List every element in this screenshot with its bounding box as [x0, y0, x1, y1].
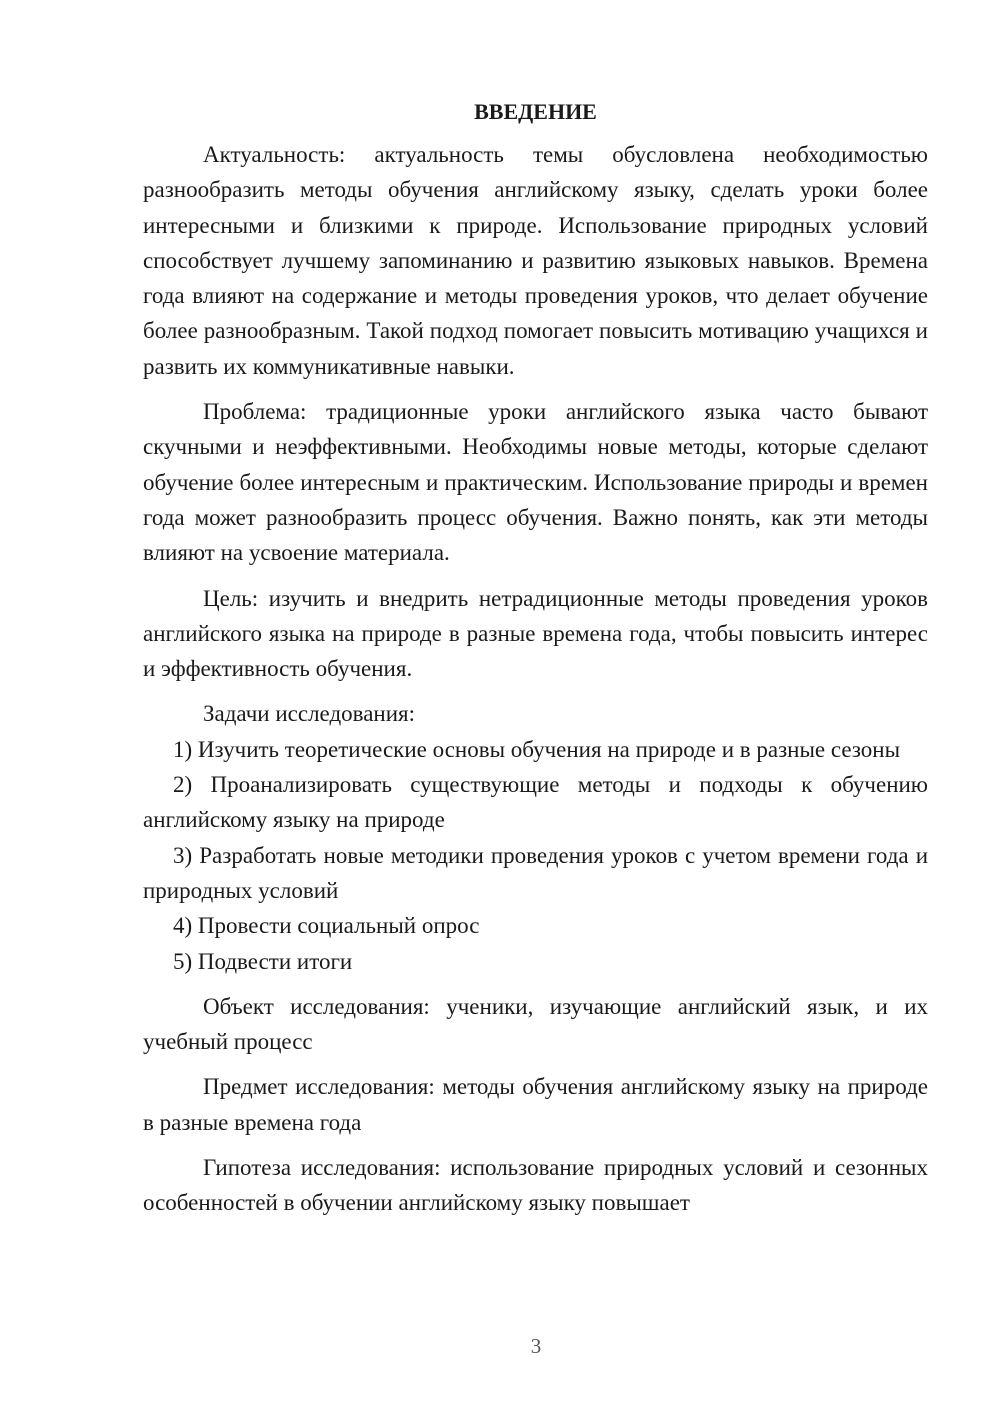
page-number: 3 [530, 1334, 542, 1358]
tasks-heading: Задачи исследования: [203, 701, 416, 727]
paragraph-relevance: Актуальность: актуальность темы обусловлена необходимостью разнообразить методы обучения английскому языку, сделать уроки более интересными и близкими к природе. Использование природных условий способствует лучшему запоминанию и развитию языковых навыков. Времена года влияют на содержание и методы проведения уроков, что делает обучение более разнообразным. Такой подход помогает повысить мотивацию учащихся и развить их коммуникативные навыки. [143, 142, 928, 379]
page-content [143, 94, 928, 1221]
paragraph-subject: Предмет исследования: методы обучения английскому языку на природе в разные времена года [143, 1074, 928, 1135]
task-item: 3) Разработать новые методики проведения уроков с учетом времени года и природных условий [143, 842, 928, 903]
task-item: 4) Провести социальный опрос [173, 913, 480, 939]
task-item: 2) Проанализировать существующие методы и подходы к обучению английскому языку на природе [143, 772, 928, 833]
task-item: 1) Изучить теоретические основы обучения на природе и в разные сезоны [173, 736, 901, 762]
paragraph-problem: Проблема: традиционные уроки английского языка часто бывают скучными и неэффективными. Необходимы новые методы, которые сделают обучение более интересным и практическим. Использование природы и времен года может разнообразить процесс обучения. Важно понять, как эти методы влияют на усвоение материала. [143, 399, 928, 566]
section-title: ВВЕДЕНИЕ [474, 99, 597, 124]
paragraph-hypothesis: Гипотеза исследования: использование природных условий и сезонных особенностей в обучении английскому языку повышает [143, 1155, 928, 1216]
paragraph-goal: Цель: изучить и внедрить нетрадиционные методы проведения уроков английского языка на природе в разные времена года, чтобы повысить интерес и эффективность обучения. [143, 585, 928, 682]
task-item: 5) Подвести итоги [173, 948, 353, 974]
paragraph-object: Объект исследования: ученики, изучающие английский язык, и их учебный процесс [143, 993, 928, 1055]
